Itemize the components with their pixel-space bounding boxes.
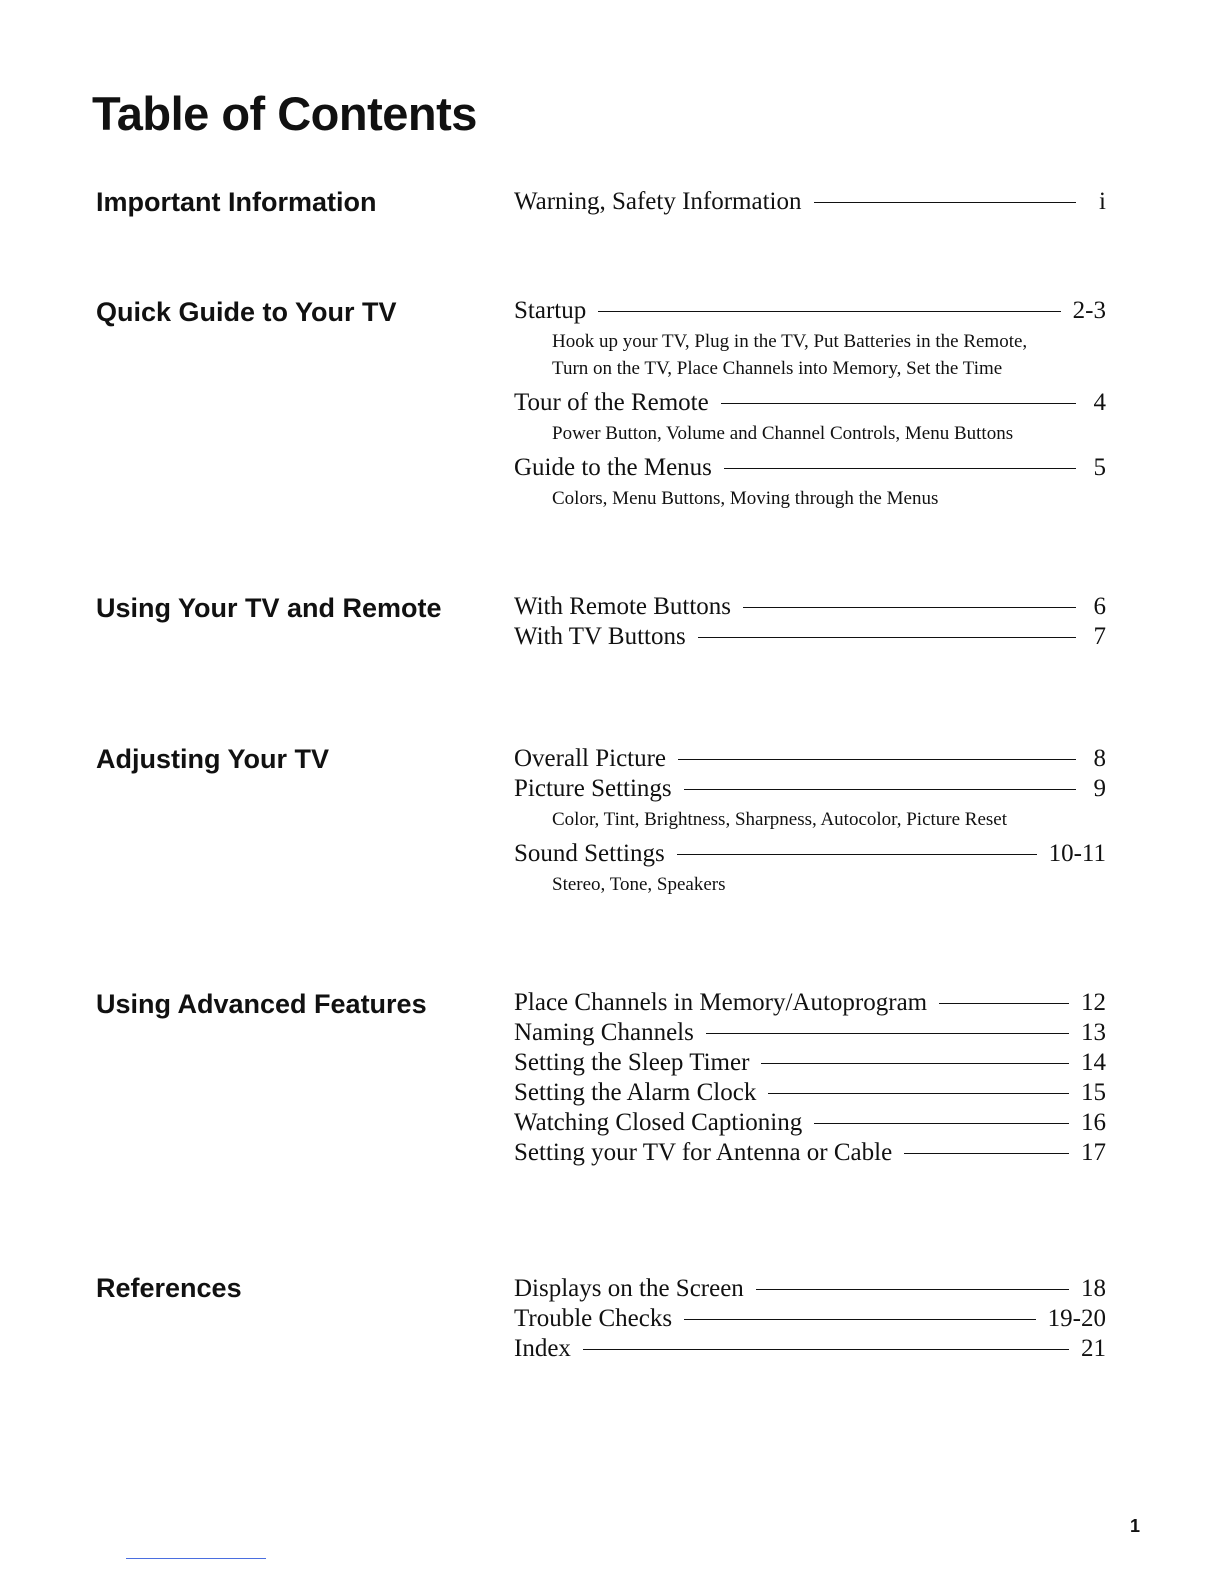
section-heading-important-information: Important Information xyxy=(96,187,377,217)
leader-line xyxy=(743,607,1076,608)
section-heading-adjusting-tv: Adjusting Your TV xyxy=(96,744,329,774)
entry-page-number: 14 xyxy=(1081,1049,1106,1076)
toc-entry[interactable] xyxy=(514,1304,1106,1334)
entry-label: Startup xyxy=(514,297,587,324)
entry-page-number: 19-20 xyxy=(1047,1305,1106,1332)
toc-entry[interactable] xyxy=(514,1138,1106,1168)
section-entries-references xyxy=(514,1274,1106,1364)
entry-label: Warning, Safety Information xyxy=(514,188,802,215)
leader-line xyxy=(721,403,1076,404)
entry-page-number: 2-3 xyxy=(1072,297,1106,324)
section-entries-important-information xyxy=(514,187,1106,217)
entry-page-number: 15 xyxy=(1081,1079,1106,1106)
toc-entry[interactable] xyxy=(514,453,1106,483)
entry-label: Place Channels in Memory/Autoprogram xyxy=(514,989,928,1016)
subtopic-line: Colors, Menu Buttons, Moving through the Menus xyxy=(552,488,939,509)
page-number: 1 xyxy=(1130,1516,1141,1536)
entry-label: Setting your TV for Antenna or Cable xyxy=(514,1139,893,1166)
leader-line xyxy=(814,202,1077,203)
entry-label: Setting the Alarm Clock xyxy=(514,1079,757,1106)
leader-line xyxy=(677,854,1037,855)
entry-label: Tour of the Remote xyxy=(514,389,709,416)
entry-label: Index xyxy=(514,1335,571,1362)
entry-subtopics xyxy=(514,485,1106,512)
entry-subtopics xyxy=(514,420,1106,447)
subtopic-line: Color, Tint, Brightness, Sharpness, Autocolor, Picture Reset xyxy=(552,809,1008,830)
entry-page-number: i xyxy=(1099,188,1106,215)
entry-label: Overall Picture xyxy=(514,745,667,772)
entry-label: With TV Buttons xyxy=(514,623,686,650)
entry-subtopics xyxy=(514,871,1106,898)
entry-page-number: 7 xyxy=(1093,623,1106,650)
entry-page-number: 13 xyxy=(1081,1019,1106,1046)
leader-line xyxy=(904,1153,1069,1154)
entry-label: Guide to the Menus xyxy=(514,454,712,481)
toc-entry[interactable] xyxy=(514,1274,1106,1304)
toc-entry[interactable] xyxy=(514,592,1106,622)
toc-entry[interactable] xyxy=(514,839,1106,869)
toc-entry[interactable] xyxy=(514,1334,1106,1364)
toc-entry[interactable] xyxy=(514,1108,1106,1138)
entry-page-number: 16 xyxy=(1081,1109,1106,1136)
section-entries-quick-guide xyxy=(514,296,1106,518)
entry-label: Displays on the Screen xyxy=(514,1275,744,1302)
entry-label: Watching Closed Captioning xyxy=(514,1109,803,1136)
toc-entry[interactable] xyxy=(514,296,1106,326)
subtopic-line: Power Button, Volume and Channel Controls, Menu Buttons xyxy=(552,423,1014,444)
subtopic-line: Hook up your TV, Plug in the TV, Put Batteries in the Remote, xyxy=(552,331,1028,352)
section-entries-adjusting-tv xyxy=(514,744,1106,904)
leader-line xyxy=(684,1319,1036,1320)
toc-entry[interactable] xyxy=(514,622,1106,652)
subtopic-line: Stereo, Tone, Speakers xyxy=(552,874,726,895)
entry-subtopics xyxy=(514,806,1106,833)
entry-page-number: 17 xyxy=(1081,1139,1106,1166)
section-heading-quick-guide: Quick Guide to Your TV xyxy=(96,297,397,327)
section-heading-references: References xyxy=(96,1273,242,1303)
leader-line xyxy=(939,1003,1069,1004)
toc-entry[interactable] xyxy=(514,988,1106,1018)
section-entries-advanced-features xyxy=(514,988,1106,1168)
entry-label: Naming Channels xyxy=(514,1019,694,1046)
toc-entry[interactable] xyxy=(514,187,1106,217)
entry-page-number: 18 xyxy=(1081,1275,1106,1302)
entry-label: Picture Settings xyxy=(514,775,672,802)
entry-subtopics xyxy=(514,328,1106,382)
toc-entry[interactable] xyxy=(514,1048,1106,1078)
leader-line xyxy=(583,1349,1069,1350)
page-title: Table of Contents xyxy=(92,87,477,140)
leader-line xyxy=(598,311,1060,312)
toc-entry[interactable] xyxy=(514,744,1106,774)
entry-page-number: 4 xyxy=(1093,389,1106,416)
footer-divider xyxy=(126,1558,266,1559)
toc-entry[interactable] xyxy=(514,388,1106,418)
leader-line xyxy=(724,468,1076,469)
entry-page-number: 8 xyxy=(1093,745,1106,772)
entry-page-number: 21 xyxy=(1081,1335,1106,1362)
leader-line xyxy=(698,637,1076,638)
section-heading-advanced-features: Using Advanced Features xyxy=(96,989,427,1019)
section-heading-using-tv-and-remote: Using Your TV and Remote xyxy=(96,593,442,623)
toc-entry[interactable] xyxy=(514,1018,1106,1048)
leader-line xyxy=(768,1093,1069,1094)
toc-entry[interactable] xyxy=(514,1078,1106,1108)
leader-line xyxy=(706,1033,1069,1034)
subtopic-line: Turn on the TV, Place Channels into Memory, Set the Time xyxy=(552,358,1003,379)
section-entries-using-tv-and-remote xyxy=(514,592,1106,652)
leader-line xyxy=(678,759,1076,760)
entry-page-number: 12 xyxy=(1081,989,1106,1016)
toc-entry[interactable] xyxy=(514,774,1106,804)
leader-line xyxy=(814,1123,1069,1124)
entry-page-number: 6 xyxy=(1093,593,1106,620)
entry-label: Trouble Checks xyxy=(514,1305,673,1332)
entry-page-number: 9 xyxy=(1093,775,1106,802)
leader-line xyxy=(761,1063,1069,1064)
entry-label: Sound Settings xyxy=(514,840,665,867)
entry-page-number: 10-11 xyxy=(1048,840,1106,867)
leader-line xyxy=(684,789,1076,790)
entry-label: With Remote Buttons xyxy=(514,593,732,620)
entry-label: Setting the Sleep Timer xyxy=(514,1049,750,1076)
entry-page-number: 5 xyxy=(1093,454,1106,481)
leader-line xyxy=(756,1289,1069,1290)
